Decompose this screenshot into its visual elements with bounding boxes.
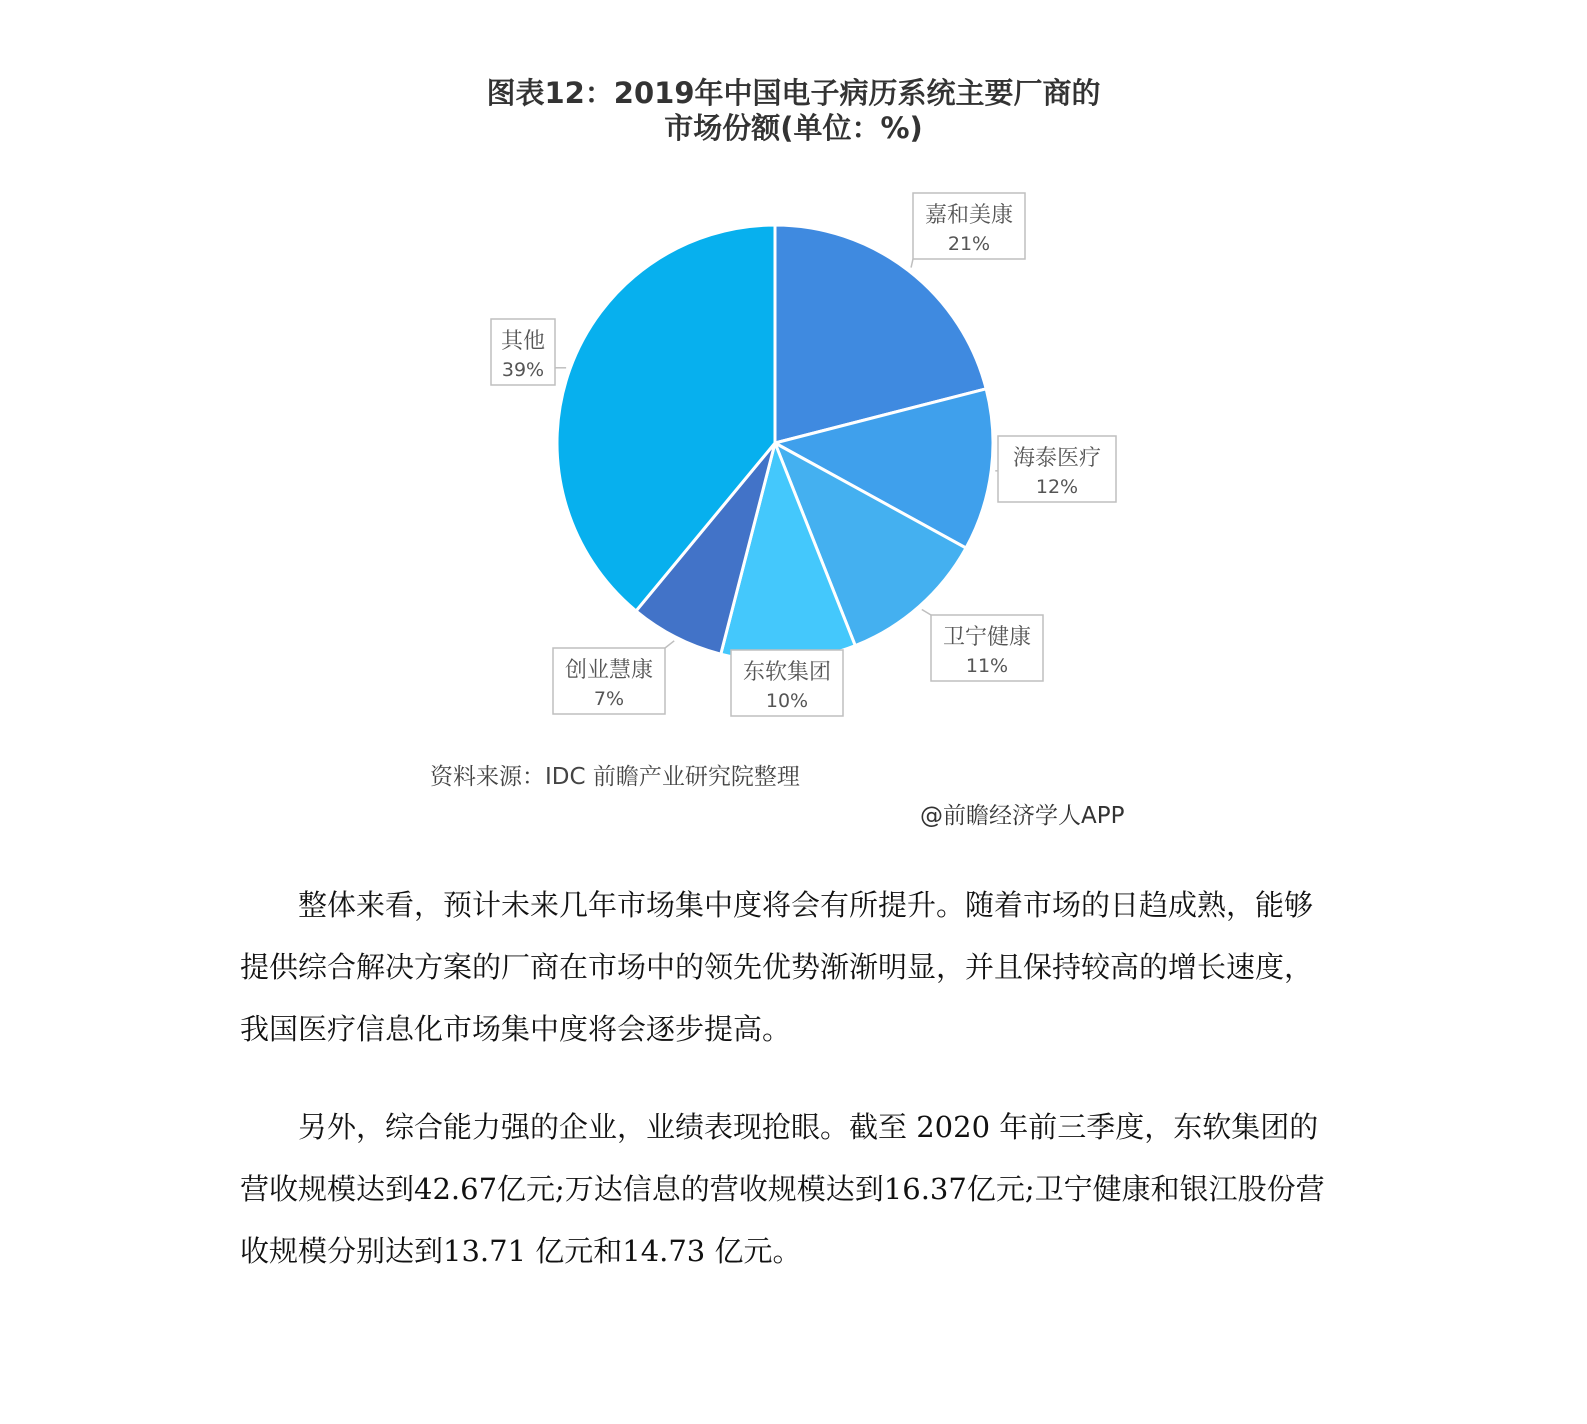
paragraph-1: 整体来看，预计未来几年市场集中度将会有所提升。随着市场的日趋成熟，能够提供综合解决方案的厂商在市场中的领先优势渐渐明显，并且保持较高的增长速度，我国医疗信息化市场集中度将会逐步提高。 — [240, 888, 1314, 1046]
chart-title-line-2: 市场份额(单位：%) — [664, 111, 923, 145]
slice-label-5: 创业慧康 — [564, 658, 654, 683]
slice-label-4: 东软集团 — [742, 660, 832, 685]
slice-label-3: 卫宁健康 — [942, 625, 1032, 650]
slice-value-label-3: 11% — [965, 655, 1009, 677]
chart-title-line-1: 图表12：2019年中国电子病历系统主要厂商的 — [486, 76, 1101, 110]
slice-value-label-6: 39% — [501, 359, 545, 381]
source-note: 资料来源：IDC 前瞻产业研究院整理 — [430, 764, 800, 790]
slice-value-label-1: 21% — [947, 233, 991, 255]
slice-label-6: 其他 — [500, 329, 546, 354]
slice-label-1: 嘉和美康 — [924, 203, 1014, 228]
slice-value-label-2: 12% — [1035, 476, 1079, 498]
slice-label-2: 海泰医疗 — [1012, 446, 1102, 471]
callout-leader-5 — [665, 641, 674, 648]
slice-value-label-4: 10% — [765, 690, 809, 712]
callout-leader-1 — [911, 259, 913, 268]
paragraph-2: 另外，综合能力强的企业，业绩表现抢眼。截至 2020 年前三季度，东软集团的营收规模达到42.67亿元;万达信息的营收规模达到16.37亿元;卫宁健康和银江股份营收规模分别达到13.71 亿元和14.73 亿元。 — [240, 1110, 1325, 1268]
callout-leader-3 — [922, 610, 931, 615]
slice-value-label-5: 7% — [593, 688, 625, 710]
credit-watermark: @前瞻经济学人APP — [920, 803, 1125, 829]
